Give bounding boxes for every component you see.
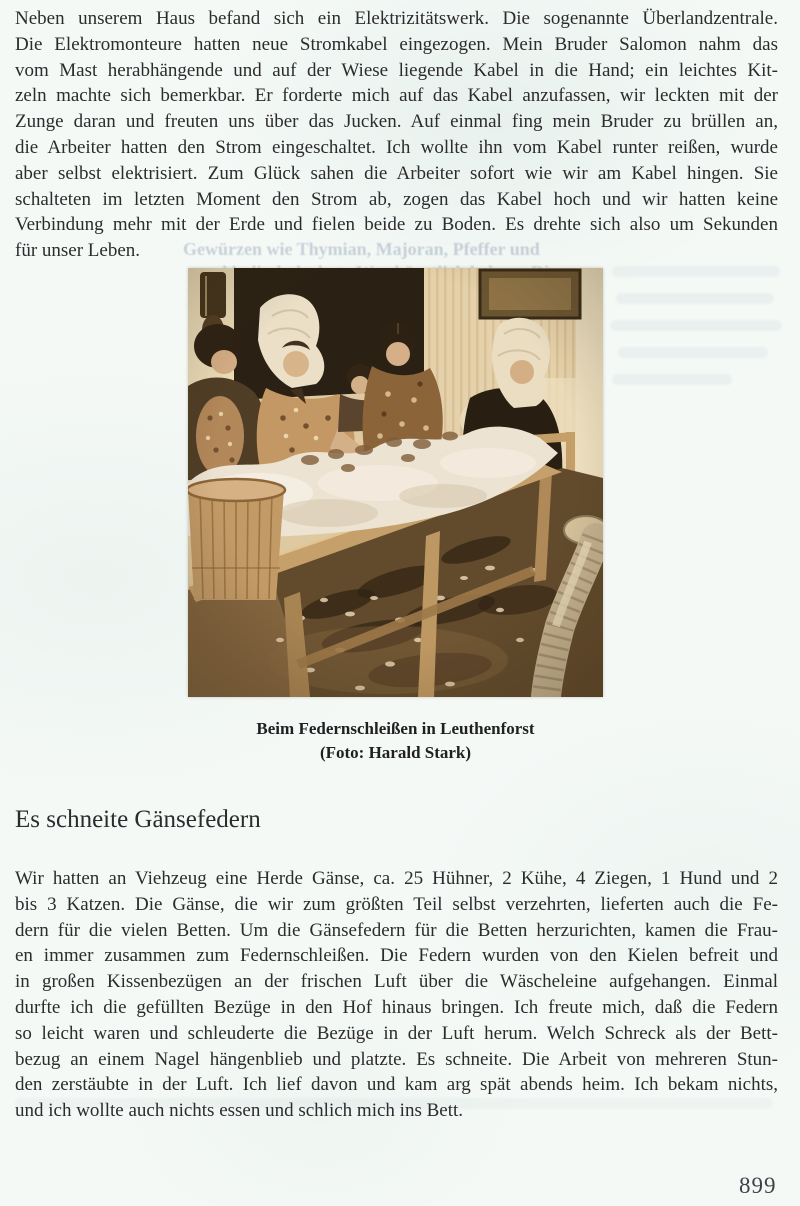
bleed-through-smudge <box>616 293 774 304</box>
text-line: bezug an einem Nagel hängenblieb und platzte. Es schneite. Die Arbeit von mehreren Stun- <box>15 1048 778 1070</box>
photo-caption <box>188 717 603 765</box>
text-line: Wir hatten an Viehzeug eine Herde Gänse, ca. 25 Hühner, 2 Kühe, 4 Ziegen, 1 Hund und 2 <box>15 868 778 889</box>
section-heading: Es schneite Gänsefedern <box>15 806 261 833</box>
photo-caption-line2: (Foto: Harald Stark) <box>319 743 472 762</box>
bleed-through-smudge <box>612 374 732 385</box>
text-line: aber selbst elektrisiert. Zum Glück sahen die Arbeiter sofort wie wir am Kabel hingen. Sie <box>15 162 778 184</box>
bleed-through-smudge <box>612 266 781 277</box>
text-line: Verbindung mehr mit der Erde und fielen beide zu Boden. Es drehte sich also um Sekunden <box>15 214 778 236</box>
paragraph-goose-feathers <box>15 866 778 1124</box>
page-number: 899 <box>739 1173 777 1198</box>
photo-federnschleissen <box>188 268 603 697</box>
text-line: bis 3 Katzen. Die Gänse, die wir zum größten Teil selbst verzehrten, lieferten auch die Fe- <box>15 893 778 915</box>
text-line: in großen Kissenbezügen an der frischen Luft über die Wäscheleine aufgehangen. Einmal <box>15 971 778 993</box>
text-line: so leicht waren und schleuderte die Bezüge in der Luft herum. Welch Schreck als der Bett- <box>15 1022 778 1044</box>
text-line: dern für die vielen Betten. Um die Gänsefedern für die Betten herzurichten, kamen die Frau- <box>15 919 778 941</box>
text-line: die Arbeiter hatten den Strom eingeschaltet. Ich wollte ihn vom Kabel runter reißen, wurde <box>15 136 778 158</box>
text-line: en immer zusammen zum Federnschleißen. Die Federn wurden von den Kielen befreit und <box>15 945 778 967</box>
text-line: vom Mast herabhängende und auf der Wiese liegende Kabel in die Hand; ein leichtes Kit- <box>15 59 778 81</box>
bleed-through-smudge <box>610 320 782 331</box>
text-line: durfte ich die gefüllten Bezüge in den Hof hinaus bringen. Ich freute mich, daß die Federn <box>15 996 778 1018</box>
photo-caption-line1: Beim Federnschleißen in Leuthenforst <box>256 719 535 738</box>
text-line: schalteten im letzten Moment den Strom ab, zogen das Kabel hoch und wir hatten keine <box>15 188 778 210</box>
text-line: Die Elektromonteure hatten neue Stromkabel eingezogen. Mein Bruder Salomon nahm das <box>15 33 778 55</box>
text-line: zeln machte sich bemerkbar. Er forderte mich auf das Kabel anzufassen, wir leckten mit der <box>15 85 778 107</box>
photo-sepia-overlay <box>188 268 603 697</box>
text-line: und ich wollte auch nichts essen und schlich mich ins Bett. <box>15 1100 464 1122</box>
text-line: Neben unserem Haus befand sich ein Elektrizitätswerk. Die sogenannte Überlandzentrale. <box>15 8 778 29</box>
text-line: für unser Leben. <box>15 240 141 262</box>
paragraph-electricity-story <box>15 6 778 264</box>
bleed-through-smudge <box>618 347 768 358</box>
text-line: Zunge daran und freuten uns über das Jucken. Auf einmal fing mein Bruder zu brüllen an, <box>15 111 778 133</box>
bleed-through-line: Gewürzen wie Thymian, Majoran, Pfeffer und <box>183 239 540 259</box>
photo-illustration <box>188 268 603 697</box>
text-line: den zerstäubte in der Luft. Ich lief davon und kam arg spät abends heim. Ich bekam nichts, <box>15 1074 778 1096</box>
